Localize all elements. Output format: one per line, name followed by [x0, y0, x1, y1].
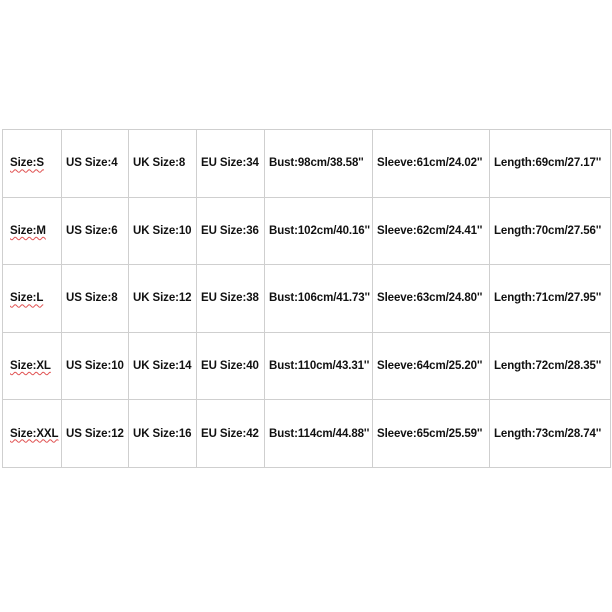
size-row-xxl	[3, 400, 611, 468]
sleeve-cell: Sleeve:63cm/24.80''	[373, 265, 490, 333]
us-size-cell: US Size:10	[62, 332, 129, 400]
eu-size-cell: EU Size:36	[197, 197, 265, 265]
length-cell: Length:70cm/27.56''	[490, 197, 611, 265]
uk-size-cell: UK Size:8	[129, 130, 197, 198]
length-cell: Length:69cm/27.17''	[490, 130, 611, 198]
size-label-cell: Size:L	[3, 265, 62, 333]
uk-size-cell: UK Size:14	[129, 332, 197, 400]
eu-size-cell: EU Size:42	[197, 400, 265, 468]
uk-size-cell: UK Size:16	[129, 400, 197, 468]
bust-cell: Bust:98cm/38.58''	[265, 130, 373, 198]
length-cell: Length:72cm/28.35''	[490, 332, 611, 400]
sleeve-cell: Sleeve:61cm/24.02''	[373, 130, 490, 198]
us-size-cell: US Size:4	[62, 130, 129, 198]
us-size-cell: US Size:12	[62, 400, 129, 468]
size-row-xl	[3, 332, 611, 400]
us-size-cell: US Size:8	[62, 265, 129, 333]
uk-size-cell: UK Size:10	[129, 197, 197, 265]
sleeve-cell: Sleeve:62cm/24.41''	[373, 197, 490, 265]
sleeve-cell: Sleeve:65cm/25.59''	[373, 400, 490, 468]
size-row-m	[3, 197, 611, 265]
uk-size-cell: UK Size:12	[129, 265, 197, 333]
size-label-cell: Size:XL	[3, 332, 62, 400]
eu-size-cell: EU Size:40	[197, 332, 265, 400]
bust-cell: Bust:106cm/41.73''	[265, 265, 373, 333]
length-cell: Length:71cm/27.95''	[490, 265, 611, 333]
size-label-cell: Size:XXL	[3, 400, 62, 468]
bust-cell: Bust:102cm/40.16''	[265, 197, 373, 265]
size-label-cell: Size:M	[3, 197, 62, 265]
length-cell: Length:73cm/28.74''	[490, 400, 611, 468]
size-chart-table	[2, 129, 611, 468]
us-size-cell: US Size:6	[62, 197, 129, 265]
bust-cell: Bust:114cm/44.88''	[265, 400, 373, 468]
size-row-s	[3, 130, 611, 198]
size-row-l	[3, 265, 611, 333]
sleeve-cell: Sleeve:64cm/25.20''	[373, 332, 490, 400]
eu-size-cell: EU Size:38	[197, 265, 265, 333]
bust-cell: Bust:110cm/43.31''	[265, 332, 373, 400]
eu-size-cell: EU Size:34	[197, 130, 265, 198]
size-label-cell: Size:S	[3, 130, 62, 198]
